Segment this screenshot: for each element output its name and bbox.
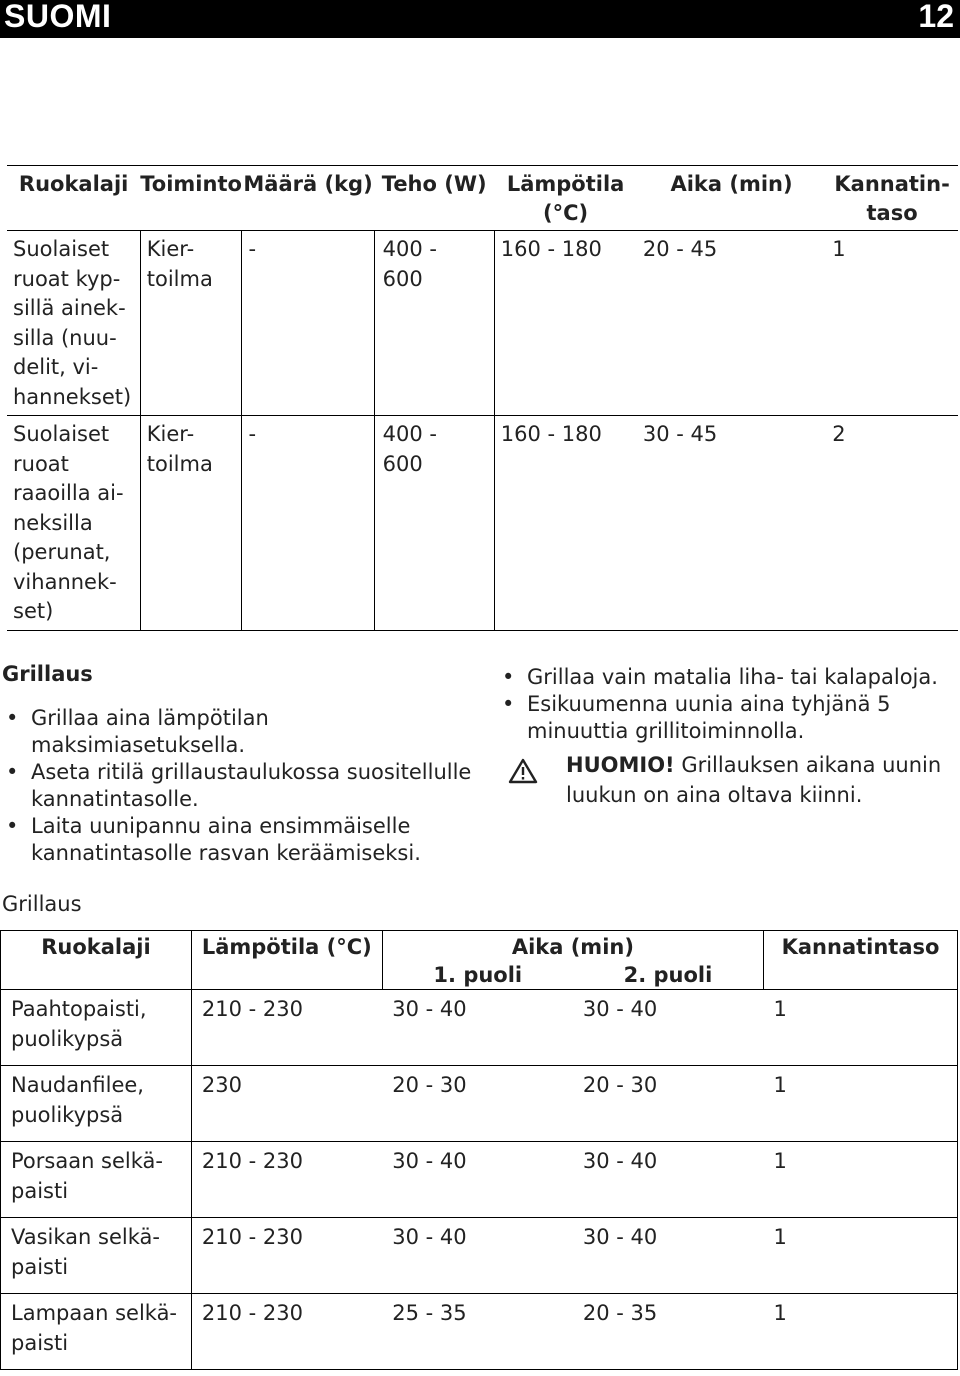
cell-puoli2: 30 - 40 xyxy=(573,1142,764,1218)
cell-lampotila: 210 - 230 xyxy=(201,1301,303,1325)
warning-text: Grillauksen aikana uunin luukun on aina oltava kiinni. xyxy=(566,753,942,807)
cell-puoli1: 25 - 35 xyxy=(392,1301,467,1325)
table-header-row xyxy=(1,931,958,962)
cell-ruokalaji: Naudanfilee, puolikypsä xyxy=(1,1066,192,1142)
cell-puoli2: 30 - 40 xyxy=(573,1218,764,1294)
col-header-aika: Aika (min) xyxy=(670,172,793,196)
cell-lampotila: 210 - 230 xyxy=(191,990,382,1066)
lampotila-line1: Lämpötila xyxy=(506,172,625,196)
cell-ruokalaji: Suolaiset ruoat raaoilla ai- neksilla (perunat, vihannek- set) xyxy=(7,416,140,631)
grill-table xyxy=(0,930,958,1370)
cell-puoli2: 30 - 40 xyxy=(573,990,764,1066)
kannatintaso-line2: taso xyxy=(866,201,918,225)
table-header-row xyxy=(7,166,958,231)
col-header-lampotila xyxy=(494,166,637,231)
cell-lampotila: 210 - 230 xyxy=(191,1142,382,1218)
cell-kannatintaso: 2 xyxy=(826,416,958,631)
section-title: Grillaus xyxy=(2,662,93,686)
col-header-kannatintaso xyxy=(826,166,958,231)
col-header-puoli2: 2. puoli xyxy=(573,961,764,990)
cell-teho: 400 - 600 xyxy=(374,416,494,631)
warning-label: HUOMIO! xyxy=(566,753,675,777)
cell-ruokalaji: Vasikan selkä-paisti xyxy=(1,1218,192,1294)
cell-toiminto: Kier- toilma xyxy=(140,416,242,631)
table-row xyxy=(7,416,958,631)
table-row xyxy=(1,1294,958,1370)
list-item: • Esikuumenna uunia aina tyhjänä 5 minuuttia grillitoiminnolla. xyxy=(498,691,953,745)
cell-aika: 30 - 45 xyxy=(637,416,826,631)
warning-triangle-icon xyxy=(508,758,538,784)
col-header-ruokalaji: Ruokalaji xyxy=(18,172,129,196)
col-header-lampotila: Lämpötila (°C) xyxy=(191,931,382,990)
right-bullet-list xyxy=(498,664,953,745)
language-label: SUOMI xyxy=(4,0,112,34)
cell-kannatintaso: 1 xyxy=(773,1301,787,1325)
cell-kannatintaso: 1 xyxy=(764,1218,958,1294)
table-row xyxy=(1,1142,958,1218)
cell-puoli1: 30 - 40 xyxy=(382,1218,573,1294)
cell-puoli1: 30 - 40 xyxy=(382,990,573,1066)
table-row xyxy=(1,990,958,1066)
cell-ruokalaji: Lampaan selkä-paisti xyxy=(1,1294,192,1370)
page-header xyxy=(0,0,960,38)
warning-note xyxy=(498,750,953,810)
left-bullet-list xyxy=(2,705,472,867)
cell-maara: - xyxy=(242,416,374,631)
col-header-toiminto: Toiminto xyxy=(140,172,242,196)
kannatintaso-line1: Kannatin- xyxy=(834,172,950,196)
cell-teho: 400 - 600 xyxy=(374,231,494,416)
cell-kannatintaso: 1 xyxy=(764,990,958,1066)
list-item: • Laita uunipannu aina ensimmäiselle kannatintasolle rasvan keräämiseksi. xyxy=(2,813,472,867)
cell-puoli2: 20 - 35 xyxy=(582,1301,658,1325)
list-item: • Grillaa vain matalia liha- tai kalapaloja. xyxy=(498,664,953,691)
cell-puoli1: 20 - 30 xyxy=(382,1066,573,1142)
list-item: • Aseta ritilä grillaustaulukossa suositellulle kannatintasolle. xyxy=(2,759,472,813)
cell-aika: 20 - 45 xyxy=(637,231,826,416)
cell-kannatintaso: 1 xyxy=(764,1142,958,1218)
cell-ruokalaji: Porsaan selkä-paisti xyxy=(1,1142,192,1218)
table-row xyxy=(1,1218,958,1294)
cell-ruokalaji: Suolaiset ruoat kyp- sillä ainek- silla (nuu- delit, vi- hannekset) xyxy=(7,231,140,416)
col-header-aika: Aika (min) xyxy=(382,931,763,962)
cell-kannatintaso: 1 xyxy=(826,231,958,416)
cell-ruokalaji: Paahtopaisti, puolikypsä xyxy=(1,990,192,1066)
list-item: • Grillaa aina lämpötilan maksimiasetuksella. xyxy=(2,705,472,759)
col-header-maara: Määrä (kg) xyxy=(243,172,373,196)
cell-maara: - xyxy=(242,231,374,416)
col-header-ruokalaji: Ruokalaji xyxy=(1,931,192,990)
table-row xyxy=(7,231,958,416)
cell-lampotila: 210 - 230 xyxy=(191,1218,382,1294)
col-header-teho: Teho (W) xyxy=(381,172,487,196)
col-header-kannatintaso: Kannatintaso xyxy=(764,931,958,990)
lampotila-line2: (°C) xyxy=(543,201,589,225)
cooking-table xyxy=(7,165,958,631)
cell-lampotila: 230 xyxy=(191,1066,382,1142)
cell-puoli2: 20 - 30 xyxy=(573,1066,764,1142)
cell-lampotila: 160 - 180 xyxy=(494,231,637,416)
table-row xyxy=(1,1066,958,1142)
table-caption: Grillaus xyxy=(2,892,82,916)
cell-lampotila: 160 - 180 xyxy=(494,416,637,631)
cell-toiminto: Kier- toilma xyxy=(140,231,242,416)
page-number: 12 xyxy=(918,0,954,34)
col-header-puoli1: 1. puoli xyxy=(382,961,573,990)
cell-kannatintaso: 1 xyxy=(764,1066,958,1142)
cell-puoli1: 30 - 40 xyxy=(382,1142,573,1218)
